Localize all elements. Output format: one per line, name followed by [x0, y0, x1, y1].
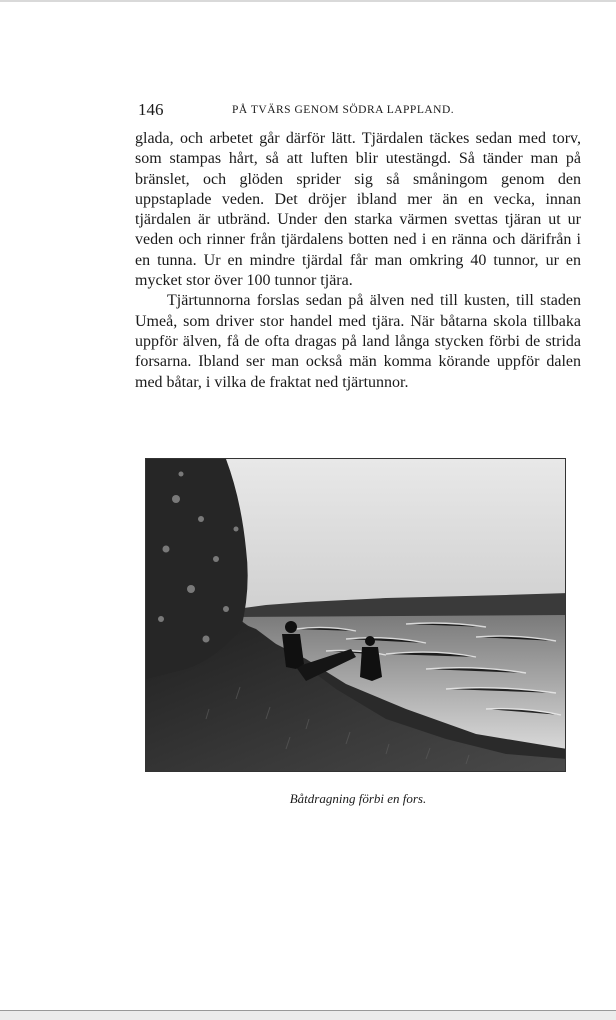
page-header — [134, 100, 582, 120]
figure-caption: Båtdragning förbi en fors. — [289, 791, 427, 806]
body-text — [135, 129, 581, 393]
page-number: 146 — [138, 100, 164, 119]
paragraph-2: Tjärtunnorna forslas sedan på älven ned till kusten, till staden Umeå, som driver stor handel med tjära. När båtarna skola tillbaka uppför älven, få de ofta dragas på land långa stycken förbi de strida forsarna. Ibland ser man också män komma körande uppför dalen med båtar, i vilka de fraktat ned tjärtunnor. — [135, 292, 581, 391]
page-top-edge — [0, 0, 616, 2]
paragraph-1: glada, och arbetet går därför lätt. Tjärdalen täckes sedan med torv, som stampas hårt, så att luften blir utestängd. Så tänder man på bränslet, och glöden sprider sig så småningom genom den uppstaplade veden. Det dröjer ibland mer än en vecka, innan tjärdalen är utbränd. Under den starka värmen svettas tjäran ut ur veden och rinner från tjärdalens botten ned i en ränna och därifrån i en tunna. Ur en mindre tjärdal får man omkring 40 tunnor, ur en mycket stor över 100 tunnor tjära. — [135, 130, 581, 290]
running-head: PÅ TVÄRS GENOM SÖDRA LAPPLAND. — [232, 104, 455, 116]
photograph-boat-hauling — [145, 458, 566, 772]
